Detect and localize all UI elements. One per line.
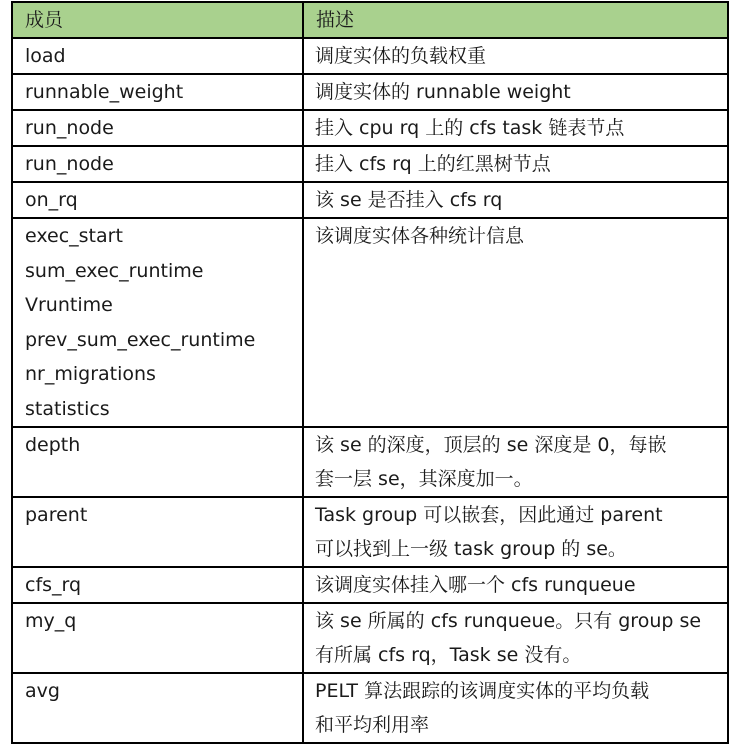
description-cell [303, 146, 728, 182]
description-text: 该调度实体各种统计信息 [315, 225, 525, 247]
member-name: depth [25, 434, 81, 456]
member-cell [12, 673, 303, 743]
member-name: on_rq [25, 189, 78, 211]
description-text: 和平均利用率 [315, 714, 430, 736]
description-text: 该调度实体挂入哪一个 cfs runqueue [315, 574, 636, 596]
description-text: 挂入 cfs rq 上的红黑树节点 [315, 153, 551, 175]
scheduling-entity-members-table [11, 1, 729, 744]
member-name: load [25, 45, 66, 67]
member-cell [12, 74, 303, 110]
member-name: runnable_weight [25, 81, 184, 103]
table-row [12, 567, 728, 603]
member-name: avg [25, 680, 60, 702]
column-header-description: 描述 [303, 2, 728, 38]
member-name: run_node [25, 117, 114, 139]
description-text: PELT 算法跟踪的该调度实体的平均负载 [315, 680, 650, 702]
table-row [12, 603, 728, 673]
member-name: exec_start [25, 225, 123, 247]
description-text: 有所属 cfs rq，Task se 没有。 [315, 644, 582, 666]
member-name: run_node [25, 153, 114, 175]
member-name: parent [25, 504, 88, 526]
description-cell [303, 673, 728, 743]
description-cell [303, 74, 728, 110]
description-text: 调度实体的负载权重 [315, 45, 487, 67]
description-cell [303, 110, 728, 146]
table-row [12, 38, 728, 74]
description-cell [303, 218, 728, 427]
description-cell [303, 427, 728, 497]
table-row [12, 673, 728, 743]
member-cell [12, 218, 303, 427]
member-cell [12, 182, 303, 218]
table-row [12, 427, 728, 497]
description-cell [303, 603, 728, 673]
table-row [12, 497, 728, 567]
table-row [12, 146, 728, 182]
description-text: 该 se 是否挂入 cfs rq [315, 189, 503, 211]
description-text: 该 se 所属的 cfs runqueue。只有 group se [315, 610, 702, 632]
member-cell [12, 497, 303, 567]
description-cell [303, 182, 728, 218]
member-name: Vruntime [25, 294, 113, 316]
member-name: prev_sum_exec_runtime [25, 328, 256, 351]
description-text: Task group 可以嵌套，因此通过 parent [315, 504, 663, 526]
description-cell [303, 38, 728, 74]
member-name: sum_exec_runtime [25, 259, 204, 282]
member-cell [12, 146, 303, 182]
member-name: my_q [25, 610, 77, 632]
description-cell [303, 567, 728, 603]
description-text: 挂入 cpu rq 上的 cfs task 链表节点 [315, 117, 625, 139]
member-name: cfs_rq [25, 574, 82, 596]
table-row [12, 218, 728, 427]
member-cell [12, 603, 303, 673]
member-cell [12, 110, 303, 146]
member-cell [12, 427, 303, 497]
table-header-row [12, 2, 728, 38]
description-text: 可以找到上一级 task group 的 se。 [315, 538, 627, 560]
member-cell [12, 567, 303, 603]
description-text: 该 se 的深度，顶层的 se 深度是 0，每嵌 [315, 434, 667, 456]
column-header-member: 成员 [12, 2, 303, 38]
member-name: nr_migrations [25, 363, 156, 385]
table-row [12, 182, 728, 218]
member-cell [12, 38, 303, 74]
table-row [12, 74, 728, 110]
table-row [12, 110, 728, 146]
description-cell [303, 497, 728, 567]
description-text: 套一层 se，其深度加一。 [315, 468, 533, 490]
description-text: 调度实体的 runnable weight [315, 81, 571, 103]
member-name: statistics [25, 397, 110, 420]
